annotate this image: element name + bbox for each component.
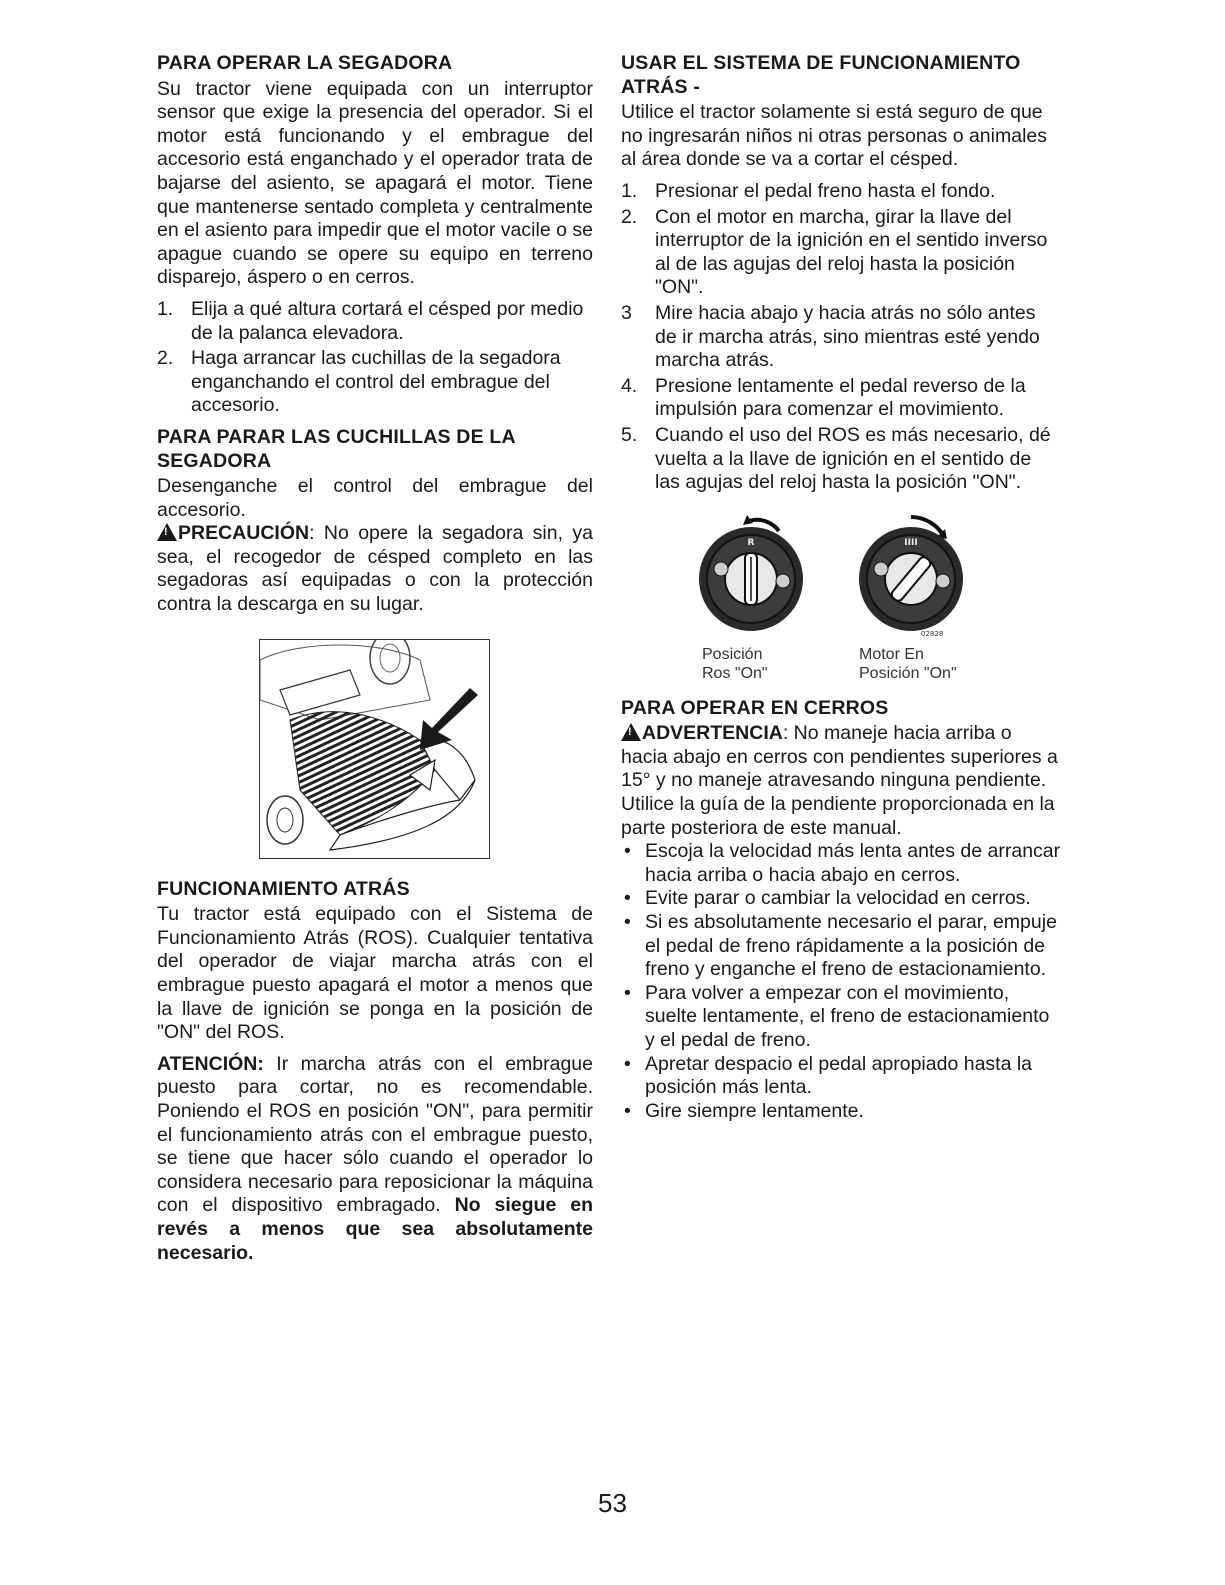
bullet-text: Escoja la velocidad más lenta antes de arrancar hacia arriba o hacia abajo en cerros. (645, 840, 1061, 886)
list-item (621, 206, 1061, 300)
paragraph-ros-system: Tu tractor está equipado con el Sistema de Funcionamiento Atrás (ROS). Cualquier tentativa del operador de viajar marcha atrás con el embrague puesto apagará el motor a menos que la llave de ignición se ponga en la posición de "ON" del ROS. (157, 903, 593, 1044)
step-text: Presionar el pedal freno hasta el fondo. (655, 179, 996, 202)
figure-code: 02828 (921, 629, 944, 638)
step-number: 2. (621, 205, 638, 228)
warning-triangle-icon (621, 723, 641, 741)
list-item (621, 911, 1061, 982)
list-item (157, 298, 593, 345)
right-column (621, 52, 1061, 1123)
heading-operate-mower: PARA OPERAR LA SEGADORA (157, 52, 453, 74)
list-item (621, 887, 1061, 911)
step-text: Con el motor en marcha, girar la llave del interruptor de la ignición en el sentido inverso al de las agujas del reloj hasta la posición "ON". (655, 205, 1048, 299)
attention-bold-text: No siegue en revés a menos que sea absolutamente necesario. (157, 1194, 593, 1264)
bullet: • (624, 981, 631, 1004)
step-number: 3 (621, 301, 632, 324)
key-caption-motor (851, 645, 971, 683)
bullet: • (624, 1099, 631, 1122)
step-text: Cuando el uso del ROS es más necesario, dé vuelta a la llave de ignición en el sentido de las agujas del reloj hasta la posición "ON". (655, 423, 1051, 494)
bullet: • (624, 911, 631, 934)
bullet-text: Apretar despacio el pedal apropiado hasta la posición más lenta. (645, 1052, 1033, 1099)
hill-tips-list (621, 840, 1061, 1123)
mower-steps-list (157, 298, 593, 418)
ros-key-figure (691, 509, 811, 684)
bullet: • (624, 840, 631, 863)
attention-text: Ir marcha atrás con el embrague puesto para cortar, no es recomendable. Poniendo el ROS en posición "ON", para permitir el funcionamiento atrás con el embrague puesto, se tiene que hacer sólo cuando el operador lo considera necesario para reposicionar la máquina con el dispositivo embragado. (157, 1052, 593, 1217)
motor-key-figure (851, 509, 971, 684)
list-item (621, 1053, 1061, 1100)
warning-label: ADVERTENCIA (642, 722, 783, 745)
bullet: • (624, 1052, 631, 1075)
paragraph-safety-area: Utilice el tractor solamente si está seguro de que no ingresarán niños ni otras personas o animales al área donde se va a cortar el césped. (621, 101, 1048, 171)
heading-stop-blades: PARA PARAR LAS CUCHILLAS DE LA SEGADORA (157, 425, 516, 472)
heading-operate-on-hills: PARA OPERAR EN CERROS (621, 696, 889, 719)
svg-text:IIII: IIII (904, 537, 918, 548)
mower-deck-drawing (260, 640, 489, 858)
page-number: 53 (598, 1488, 627, 1518)
attention-paragraph (157, 1053, 593, 1265)
bullet-text: Gire siempre lentamente. (645, 1099, 864, 1122)
caution-text: : No opere la segadora sin, ya sea, el recogedor de césped completo en las segadoras así equipadas o con la protección contra la descarga en su lugar. (157, 522, 593, 616)
caption-line: Motor En (859, 646, 924, 664)
list-item (621, 982, 1061, 1053)
caution-label: PRECAUCIÓN (178, 522, 310, 545)
key-caption-ros (691, 645, 811, 683)
step-number: 5. (621, 423, 638, 446)
bullet-text: Evite parar o cambiar la velocidad en cerros. (645, 887, 1031, 910)
list-item (621, 302, 1061, 373)
bullet-text: Si es absolutamente necesario el parar, empuje el pedal de freno rápidamente a la posición de freno y enganche el freno de estacionamiento. (645, 911, 1057, 981)
caption-line: Posición (702, 646, 763, 664)
step-text: Haga arrancar las cuchillas de la segadora enganchando el control del embrague del accesorio. (191, 347, 561, 417)
list-item (621, 1100, 1061, 1124)
attention-label: ATENCIÓN: (157, 1052, 264, 1075)
bullet-text: Para volver a empezar con el movimiento, suelte lentamente, el freno de estacionamiento y el pedal de freno. (645, 981, 1050, 1051)
paragraph-operator-presence: Su tractor viene equipada con un interruptor sensor que exige la presencia del operador. Si el motor está funcionando y el embrague del accesorio está enganchado y el operador trata de bajarse del asiento, se apagará el motor. Tiene que mantenerse sentado completa y centralmente en el asiento para impedir que el motor vacile o se apague cuando se opere su equipo en terreno disparejo, áspero o en cerros. (157, 77, 593, 289)
step-text: Mire hacia abajo y hacia atrás no sólo antes de ir marcha atrás, sino mientras esté yendo marcha atrás. (655, 301, 1040, 372)
step-number: 2. (157, 347, 174, 370)
mower-deck-illustration (259, 639, 490, 859)
ignition-key-ros-icon (691, 509, 811, 639)
step-number: 4. (621, 374, 638, 397)
warning-paragraph (621, 722, 1061, 840)
caption-line: Posición "On" (859, 665, 957, 683)
paragraph-disengage: Desenganche el control del embrague del accesorio. (157, 475, 593, 521)
list-item (621, 375, 1061, 422)
heading-reverse-operation: FUNCIONAMIENTO ATRÁS (157, 877, 410, 900)
warning-text: : No maneje hacia arriba o hacia abajo en cerros con pendientes superiores a 15° y no maneje atravesando ninguna pendiente. Utilice la guía de la pendiente proporcionada en la parte posteriora de este manual. (621, 722, 1058, 839)
warning-triangle-icon (157, 523, 177, 541)
bullet: • (624, 887, 631, 910)
list-item (621, 424, 1061, 495)
left-column (157, 52, 593, 1265)
reverse-steps-list (621, 180, 1061, 495)
list-item (621, 840, 1061, 887)
caption-line: Ros "On" (702, 665, 768, 683)
list-item (621, 180, 1061, 204)
svg-text:R: R (747, 537, 755, 548)
list-item (157, 347, 593, 418)
step-text: Elija a qué altura cortará el césped por medio de la palanca elevadora. (191, 297, 584, 344)
step-number: 1. (157, 297, 174, 320)
ignition-key-figures (621, 509, 1061, 685)
step-text: Presione lentamente el pedal reverso de la impulsión para comenzar el movimiento. (655, 374, 1026, 421)
step-number: 1. (621, 179, 638, 202)
heading-use-reverse-system: USAR EL SISTEMA DE FUNCIONAMIENTO ATRÁS - (621, 52, 1021, 98)
ignition-key-motor-icon (851, 509, 971, 639)
caution-paragraph (157, 522, 593, 616)
